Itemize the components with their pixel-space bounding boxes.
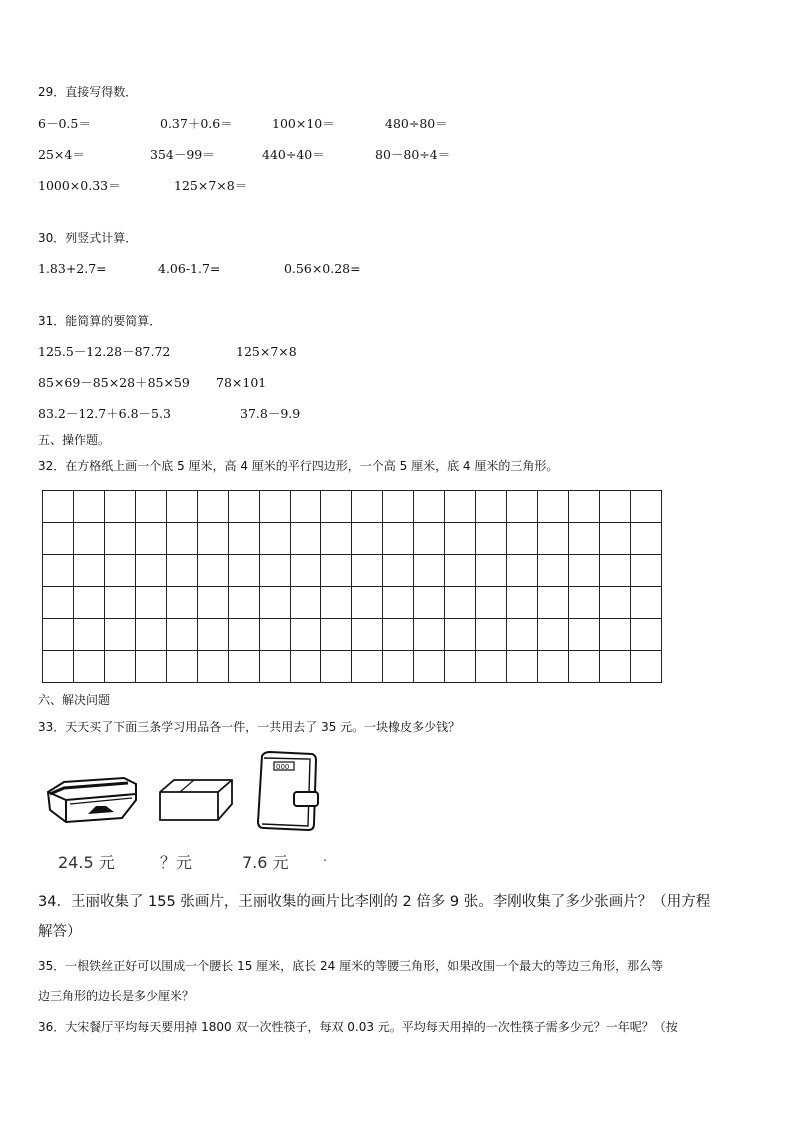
grid-cell[interactable] bbox=[383, 587, 414, 619]
grid-cell[interactable] bbox=[507, 587, 538, 619]
grid-cell[interactable] bbox=[166, 523, 197, 555]
grid-cell[interactable] bbox=[414, 555, 445, 587]
grid-paper[interactable] bbox=[42, 490, 662, 683]
grid-cell[interactable] bbox=[166, 619, 197, 651]
grid-cell[interactable] bbox=[290, 587, 321, 619]
grid-cell[interactable] bbox=[228, 619, 259, 651]
q30-item-3: 0.56×0.28= bbox=[284, 261, 361, 276]
grid-cell[interactable] bbox=[43, 651, 74, 683]
grid-cell[interactable] bbox=[352, 555, 383, 587]
grid-cell[interactable] bbox=[228, 587, 259, 619]
grid-cell[interactable] bbox=[445, 491, 476, 523]
grid-cell[interactable] bbox=[166, 555, 197, 587]
grid-cell[interactable] bbox=[383, 555, 414, 587]
grid-cell[interactable] bbox=[630, 587, 661, 619]
grid-cell[interactable] bbox=[445, 555, 476, 587]
grid-cell[interactable] bbox=[197, 619, 228, 651]
grid-cell[interactable] bbox=[630, 523, 661, 555]
grid-cell[interactable] bbox=[383, 491, 414, 523]
pencil-case-icon bbox=[44, 770, 140, 830]
grid-cell[interactable] bbox=[630, 651, 661, 683]
grid-cell[interactable] bbox=[321, 619, 352, 651]
grid-cell[interactable] bbox=[599, 651, 630, 683]
grid-cell[interactable] bbox=[352, 619, 383, 651]
grid-cell[interactable] bbox=[73, 651, 104, 683]
grid-cell[interactable] bbox=[568, 651, 599, 683]
q34-line-1: 34．王丽收集了 155 张画片，王丽收集的画片比李刚的 2 倍多 9 张。李刚收集了多少张画片？（用方程 bbox=[38, 894, 711, 910]
grid-cell[interactable] bbox=[73, 491, 104, 523]
section-6-title: 六、解决问题 bbox=[38, 693, 111, 707]
grid-cell[interactable] bbox=[414, 587, 445, 619]
grid-cell[interactable] bbox=[135, 587, 166, 619]
q31-item-3: 85×69－85×28＋85×59 bbox=[38, 375, 190, 390]
grid-cell[interactable] bbox=[383, 619, 414, 651]
grid-cell[interactable] bbox=[166, 651, 197, 683]
q31-item-6: 37.8－9.9 bbox=[240, 406, 301, 421]
grid-cell[interactable] bbox=[197, 491, 228, 523]
grid-cell[interactable] bbox=[352, 523, 383, 555]
grid-cell[interactable] bbox=[568, 523, 599, 555]
grid-cell[interactable] bbox=[538, 587, 569, 619]
grid-cell[interactable] bbox=[104, 555, 135, 587]
grid-cell[interactable] bbox=[476, 523, 507, 555]
grid-cell[interactable] bbox=[104, 619, 135, 651]
grid-cell[interactable] bbox=[104, 523, 135, 555]
q29-title: 29．直接写得数． bbox=[38, 85, 138, 99]
grid-cell[interactable] bbox=[104, 491, 135, 523]
grid-cell[interactable] bbox=[599, 555, 630, 587]
grid-cell[interactable] bbox=[197, 523, 228, 555]
q32-text: 32．在方格纸上画一个底 5 厘米，高 4 厘米的平行四边形，一个高 5 厘米，底 4 厘米的三角形。 bbox=[38, 459, 559, 473]
grid-cell[interactable] bbox=[630, 491, 661, 523]
grid-cell[interactable] bbox=[104, 651, 135, 683]
grid-cell[interactable] bbox=[630, 619, 661, 651]
q29-item-4: 480÷80＝ bbox=[385, 116, 448, 131]
grid-cell[interactable] bbox=[104, 587, 135, 619]
grid-cell[interactable] bbox=[166, 587, 197, 619]
q31-item-4: 78×101 bbox=[216, 375, 267, 390]
grid-cell[interactable] bbox=[538, 619, 569, 651]
q29-item-2: 0.37＋0.6＝ bbox=[160, 116, 233, 131]
grid-cell[interactable] bbox=[538, 555, 569, 587]
notebook-price: 7.6 元 bbox=[242, 853, 289, 872]
grid-cell[interactable] bbox=[568, 555, 599, 587]
q31-item-5: 83.2－12.7＋6.8－5.3 bbox=[38, 406, 171, 421]
q36-line-1: 36．大宋餐厅平均每天要用掉 1800 双一次性筷子，每双 0.03 元。平均每天用掉的一次性筷子需多少元？一年呢？（按 bbox=[38, 1020, 678, 1034]
grid-cell[interactable] bbox=[197, 651, 228, 683]
grid-cell[interactable] bbox=[630, 555, 661, 587]
q30-title: 30．列竖式计算． bbox=[38, 231, 138, 245]
grid-cell[interactable] bbox=[259, 587, 290, 619]
q35-line-1: 35．一根铁丝正好可以围成一个腰长 15 厘米，底长 24 厘米的等腰三角形，如果改围一个最大的等边三角形，那么等 bbox=[38, 959, 664, 973]
grid-cell[interactable] bbox=[259, 523, 290, 555]
grid-cell[interactable] bbox=[507, 523, 538, 555]
grid-cell[interactable] bbox=[228, 555, 259, 587]
grid-cell[interactable] bbox=[445, 651, 476, 683]
grid-cell[interactable] bbox=[43, 491, 74, 523]
grid-cell[interactable] bbox=[568, 619, 599, 651]
grid-cell[interactable] bbox=[599, 523, 630, 555]
grid-cell[interactable] bbox=[197, 555, 228, 587]
grid-cell[interactable] bbox=[321, 587, 352, 619]
grid-cell[interactable] bbox=[290, 491, 321, 523]
grid-cell[interactable] bbox=[321, 523, 352, 555]
q29-item-5: 25×4＝ bbox=[38, 147, 85, 162]
notebook-icon bbox=[254, 750, 320, 834]
q29-item-9: 1000×0.33＝ bbox=[38, 178, 121, 193]
q31-item-2: 125×7×8 bbox=[236, 344, 297, 359]
q29-item-3: 100×10＝ bbox=[272, 116, 335, 131]
grid-cell[interactable] bbox=[135, 523, 166, 555]
grid-cell[interactable] bbox=[445, 523, 476, 555]
grid-cell[interactable] bbox=[259, 555, 290, 587]
grid-cell[interactable] bbox=[43, 555, 74, 587]
grid-cell[interactable] bbox=[599, 619, 630, 651]
q30-item-2: 4.06-1.7= bbox=[158, 261, 221, 276]
grid-cell[interactable] bbox=[166, 491, 197, 523]
q35-line-2: 边三角形的边长是多少厘米？ bbox=[38, 989, 195, 1003]
grid-cell[interactable] bbox=[290, 523, 321, 555]
q33-text: 33．天天买了下面三条学习用品各一件，一共用去了 35 元。一块橡皮多少钱？ bbox=[38, 720, 461, 734]
grid-cell[interactable] bbox=[599, 587, 630, 619]
grid-cell[interactable] bbox=[538, 491, 569, 523]
grid-cell[interactable] bbox=[228, 523, 259, 555]
grid-cell[interactable] bbox=[197, 587, 228, 619]
grid-cell[interactable] bbox=[43, 619, 74, 651]
grid-cell[interactable] bbox=[43, 523, 74, 555]
grid-row bbox=[43, 587, 662, 619]
q29-item-8: 80－80÷4＝ bbox=[375, 147, 451, 162]
grid-cell[interactable] bbox=[383, 651, 414, 683]
grid-cell[interactable] bbox=[476, 491, 507, 523]
grid-cell[interactable] bbox=[507, 555, 538, 587]
q31-item-1: 125.5－12.28－87.72 bbox=[38, 344, 171, 359]
grid-cell[interactable] bbox=[476, 651, 507, 683]
q30-item-1: 1.83+2.7= bbox=[38, 261, 107, 276]
grid-cell[interactable] bbox=[507, 491, 538, 523]
grid-cell[interactable] bbox=[321, 491, 352, 523]
grid-cell[interactable] bbox=[259, 491, 290, 523]
grid-cell[interactable] bbox=[321, 555, 352, 587]
grid-cell[interactable] bbox=[414, 651, 445, 683]
grid-cell[interactable] bbox=[259, 619, 290, 651]
grid-cell[interactable] bbox=[414, 619, 445, 651]
notebook-label: 000 bbox=[276, 763, 290, 771]
grid-cell[interactable] bbox=[290, 555, 321, 587]
q34-line-2: 解答） bbox=[38, 924, 82, 940]
grid-cell[interactable] bbox=[321, 651, 352, 683]
grid-cell[interactable] bbox=[568, 491, 599, 523]
q29-item-6: 354－99＝ bbox=[150, 147, 215, 162]
grid-cell[interactable] bbox=[414, 523, 445, 555]
section-5-title: 五、操作题。 bbox=[38, 433, 111, 447]
eraser-icon bbox=[156, 776, 236, 824]
grid-cell[interactable] bbox=[352, 651, 383, 683]
q29-item-10: 125×7×8＝ bbox=[174, 178, 248, 193]
grid-cell[interactable] bbox=[135, 491, 166, 523]
grid-cell[interactable] bbox=[599, 491, 630, 523]
grid-cell[interactable] bbox=[538, 651, 569, 683]
grid-cell[interactable] bbox=[414, 491, 445, 523]
grid-cell[interactable] bbox=[228, 651, 259, 683]
grid-row bbox=[43, 651, 662, 683]
grid-row bbox=[43, 491, 662, 523]
pencil-case-price: 24.5 元 bbox=[58, 853, 115, 872]
grid-row bbox=[43, 619, 662, 651]
grid-cell[interactable] bbox=[445, 619, 476, 651]
grid-cell[interactable] bbox=[290, 619, 321, 651]
grid-cell[interactable] bbox=[135, 651, 166, 683]
q29-item-1: 6－0.5＝ bbox=[38, 116, 91, 131]
grid-cell[interactable] bbox=[352, 587, 383, 619]
grid-cell[interactable] bbox=[73, 619, 104, 651]
grid-cell[interactable] bbox=[383, 523, 414, 555]
grid-cell[interactable] bbox=[135, 619, 166, 651]
grid-cell[interactable] bbox=[507, 651, 538, 683]
grid-cell[interactable] bbox=[73, 523, 104, 555]
grid-cell[interactable] bbox=[73, 587, 104, 619]
grid-cell[interactable] bbox=[135, 555, 166, 587]
grid-cell[interactable] bbox=[507, 619, 538, 651]
grid-cell[interactable] bbox=[290, 651, 321, 683]
q29-item-7: 440÷40＝ bbox=[262, 147, 325, 162]
grid-cell[interactable] bbox=[259, 651, 290, 683]
grid-row bbox=[43, 523, 662, 555]
grid-cell[interactable] bbox=[476, 555, 507, 587]
grid-row bbox=[43, 555, 662, 587]
stray-dot: . bbox=[323, 850, 327, 864]
grid-cell[interactable] bbox=[445, 587, 476, 619]
grid-cell[interactable] bbox=[476, 587, 507, 619]
grid-cell[interactable] bbox=[43, 587, 74, 619]
q31-title: 31．能简算的要简算． bbox=[38, 314, 162, 328]
grid-cell[interactable] bbox=[476, 619, 507, 651]
grid-cell[interactable] bbox=[568, 587, 599, 619]
grid-cell[interactable] bbox=[538, 523, 569, 555]
grid-cell[interactable] bbox=[352, 491, 383, 523]
grid-cell[interactable] bbox=[228, 491, 259, 523]
grid-cell[interactable] bbox=[73, 555, 104, 587]
eraser-price: ？元 bbox=[160, 853, 193, 872]
